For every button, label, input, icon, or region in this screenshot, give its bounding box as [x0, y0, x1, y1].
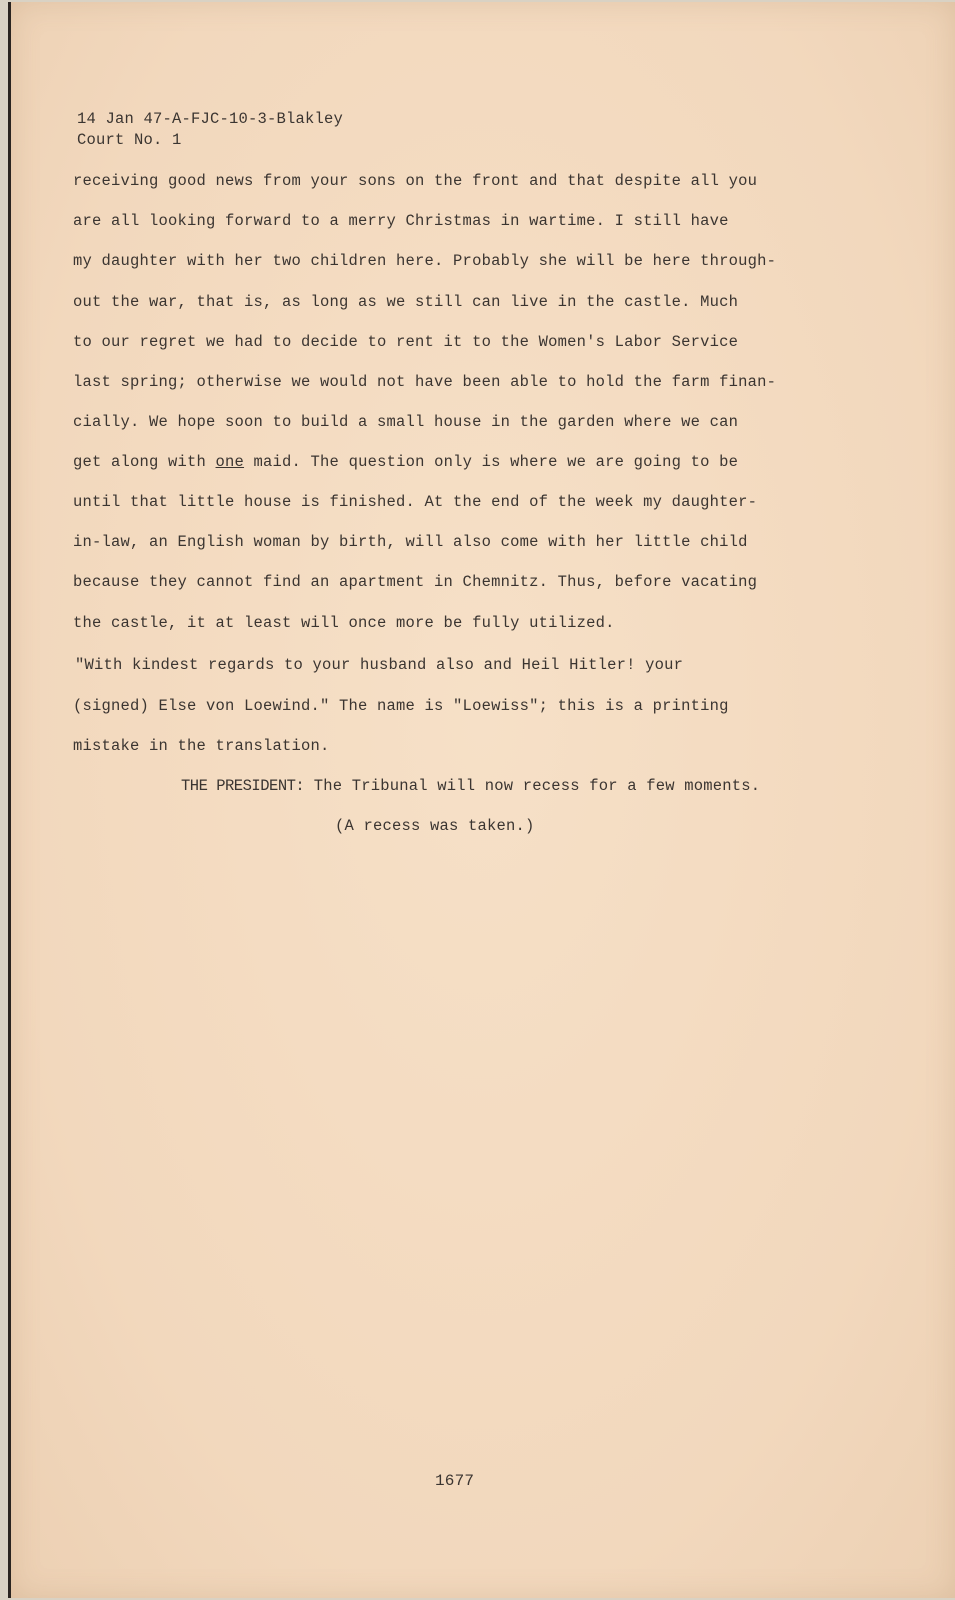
body-line: in-law, an English woman by birth, will also come with her little child — [73, 533, 748, 551]
body-line-quote: "With kindest regards to your husband also and Heil Hitler! your — [75, 656, 684, 674]
body-line: last spring; otherwise we would not have been able to hold the farm finan- — [73, 373, 777, 391]
body-line: my daughter with her two children here. Probably she will be here through- — [73, 252, 777, 270]
body-line-maid — [73, 453, 738, 471]
president-statement — [181, 777, 760, 795]
body-line: mistake in the translation. — [73, 737, 330, 755]
body-line: are all looking forward to a merry Christmas in wartime. I still have — [73, 212, 729, 230]
underlined-word: one — [215, 453, 245, 471]
body-line: to our regret we had to decide to rent it to the Women's Labor Service — [73, 333, 739, 351]
maid-text-before: get along with — [73, 453, 216, 471]
recess-note: (A recess was taken.) — [335, 817, 535, 835]
body-line: receiving good news from your sons on the front and that despite all you — [73, 172, 758, 190]
body-line: cially. We hope soon to build a small house in the garden where we can — [73, 413, 739, 431]
speaker-label: THE PRESIDENT: — [181, 777, 305, 795]
body-line: out the war, that is, as long as we still can live in the castle. Much — [73, 293, 739, 311]
page-number: 1677 — [435, 1472, 475, 1490]
header-case-reference: 14 Jan 47-A-FJC-10-3-Blakley — [77, 110, 344, 128]
document-page — [8, 2, 955, 1598]
president-text: The Tribunal will now recess for a few moments. — [304, 777, 761, 795]
body-line: the castle, it at least will once more be fully utilized. — [73, 614, 615, 632]
body-line: (signed) Else von Loewind." The name is "Loewiss"; this is a printing — [73, 697, 729, 715]
header-court-number: Court No. 1 — [77, 131, 182, 149]
body-line: until that little house is finished. At the end of the week my daughter- — [73, 493, 758, 511]
body-line: because they cannot find an apartment in Chemnitz. Thus, before vacating — [73, 573, 758, 591]
maid-text-after: maid. The question only is where we are going to be — [244, 453, 739, 471]
